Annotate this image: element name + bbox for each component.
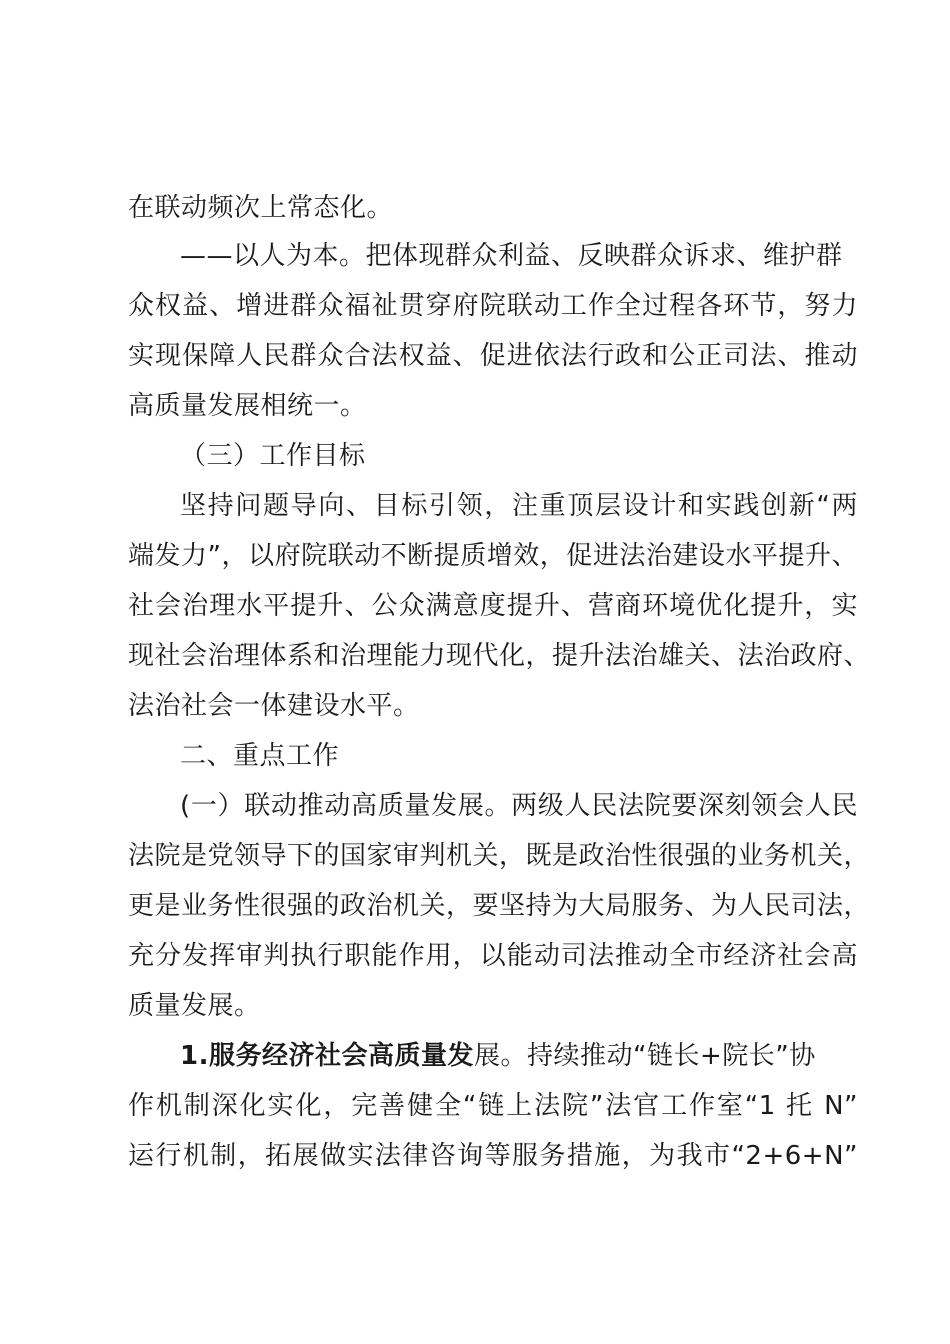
item-heading-line xyxy=(180,1036,858,1076)
text-line: 在联动频次上常态化。 xyxy=(128,193,394,223)
item-heading-bold: 1.服务经济社会高质量发 xyxy=(180,1041,474,1071)
text-line: 更是业务性很强的政治机关，要坚持为大局服务、为人民司法， xyxy=(128,891,871,921)
text-line: 端发力”，以府院联动不断提质增效，促进法治建设水平提升、 xyxy=(128,541,858,571)
item-heading-rest: 展。持续推动“链长+院长”协 xyxy=(473,1041,816,1071)
text-line: 作机制深化实化，完善健全“链上法院”法官工作室“1 托 N” xyxy=(128,1091,858,1121)
text-line: 高质量发展相统一。 xyxy=(128,391,367,421)
text-line: 充分发挥审判执行职能作用，以能动司法推动全市经济社会高 xyxy=(128,941,858,971)
text-line: 质量发展。 xyxy=(128,991,261,1021)
text-line: 现社会治理体系和治理能力现代化，提升法治雄关、法治政府、 xyxy=(128,641,871,671)
text-line: 众权益、增进群众福祉贯穿府院联动工作全过程各环节，努力 xyxy=(128,291,858,321)
section-heading: 二、重点工作 xyxy=(180,741,340,771)
text-line: ——以人为本。把体现群众利益、反映群众诉求、维护群 xyxy=(180,241,843,271)
text-line: 坚持问题导向、目标引领，注重顶层设计和实践创新“两 xyxy=(180,491,858,521)
section-heading: （三）工作目标 xyxy=(180,441,366,471)
text-line: (一）联动推动高质量发展。两级人民法院要深刻领会人民 xyxy=(180,791,858,821)
text-line: 运行机制，拓展做实法律咨询等服务措施，为我市“2+6+N” xyxy=(128,1141,858,1171)
text-line: 法治社会一体建设水平。 xyxy=(128,691,420,721)
text-line: 实现保障人民群众合法权益、促进依法行政和公正司法、推动 xyxy=(128,341,858,371)
text-line: 法院是党领导下的国家审判机关，既是政治性很强的业务机关， xyxy=(128,841,871,871)
text-line: 社会治理水平提升、公众满意度提升、营商环境优化提升，实 xyxy=(128,591,858,621)
